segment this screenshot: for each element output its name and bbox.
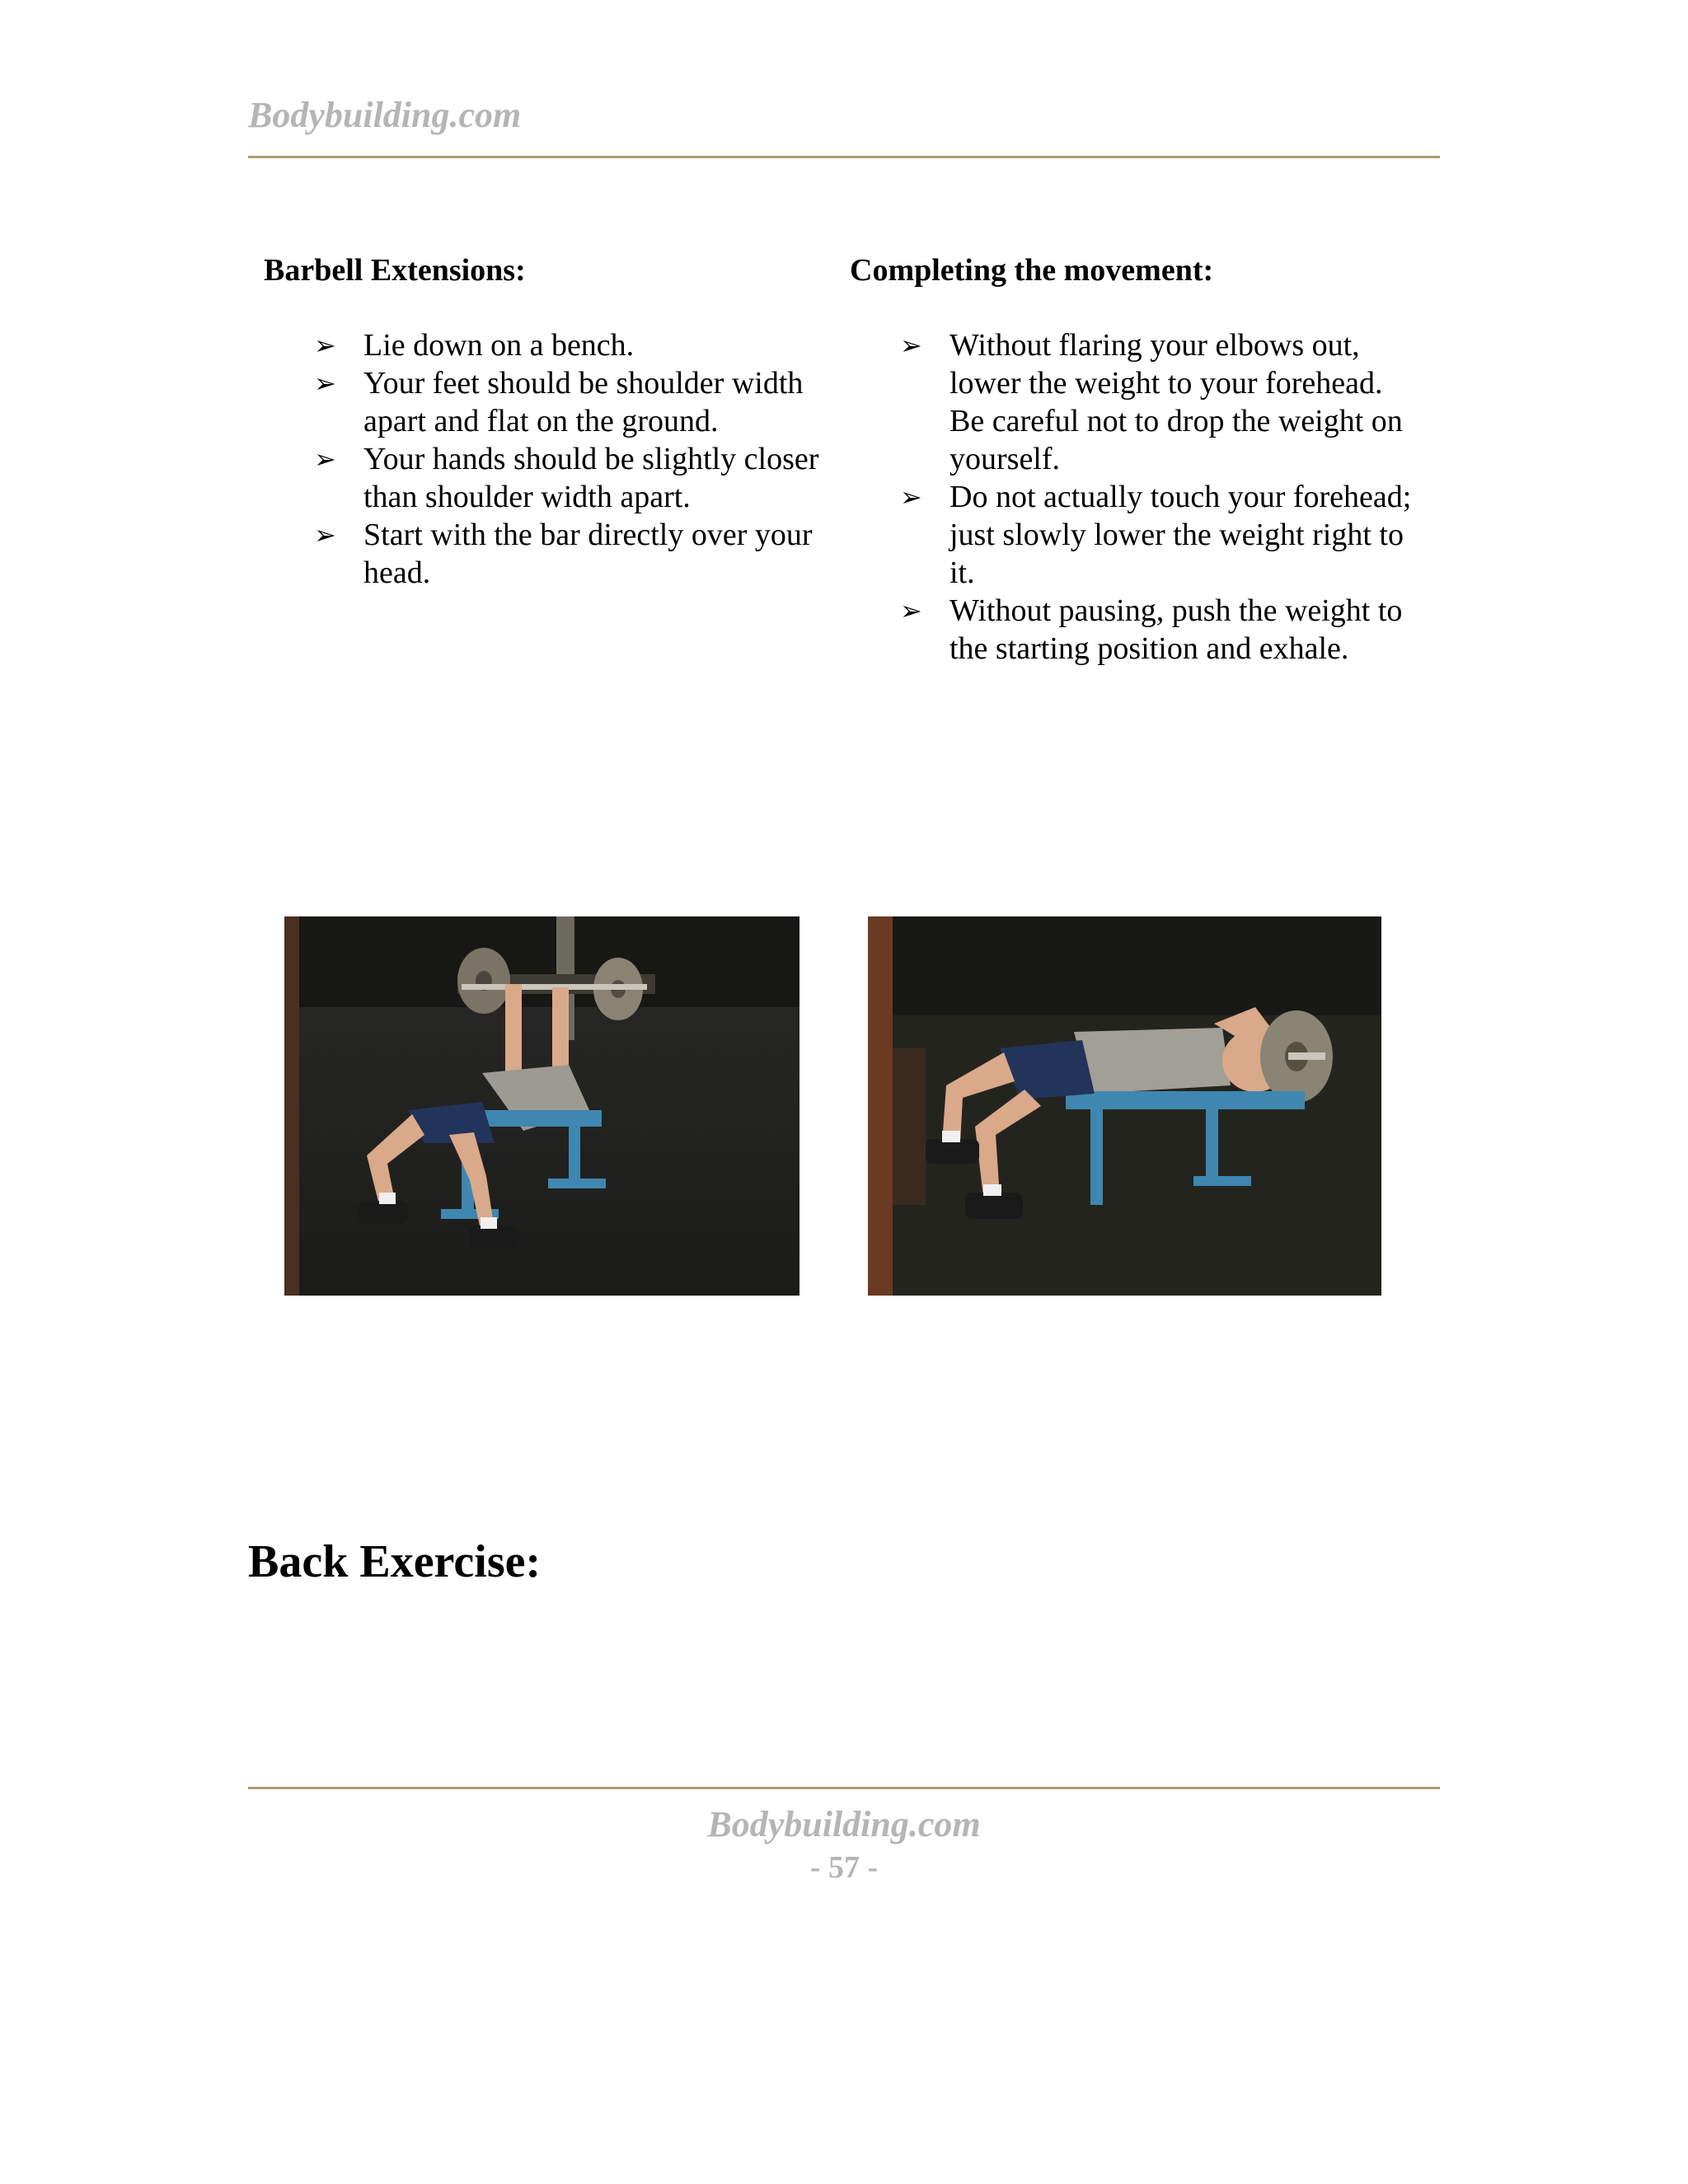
arrow-bullet-icon: ➢ [314,368,336,399]
list-item [264,364,824,440]
arrow-bullet-icon: ➢ [900,481,922,513]
header-divider [248,156,1440,158]
list-item [264,516,824,592]
list-item-text: Without pausing, push the weight to the starting position and exhale. [950,593,1403,666]
arrow-bullet-icon: ➢ [314,443,336,475]
left-column-heading: Barbell Extensions: [264,253,526,288]
section-title: Back Exercise: [248,1536,542,1587]
header-brand: Bodybuilding.com [248,95,522,135]
list-item-text: Your feet should be shoulder width apart and flat on the ground. [363,366,804,438]
list-item-text: Your hands should be slightly closer than shoulder width apart. [363,442,819,514]
list-item-text: Without flaring your elbows out, lower the weight to your forehead. Be careful not to drop the weight on yourself. [950,328,1403,476]
list-item [850,326,1418,478]
footer-brand: Bodybuilding.com [707,1804,981,1844]
left-column [264,251,824,592]
arrow-bullet-icon: ➢ [900,330,922,361]
barbell-lowered-position-photo [868,916,1381,1296]
list-item [850,592,1418,668]
arrow-bullet-icon: ➢ [314,330,336,361]
list-item-text: Lie down on a bench. [363,328,635,363]
right-column [850,251,1418,668]
list-item [264,440,824,516]
list-item [850,478,1418,592]
page-number: - 57 - [809,1850,879,1885]
right-bullet-list [850,326,1418,668]
footer-divider [248,1787,1440,1789]
left-bullet-list [264,326,824,592]
right-column-heading: Completing the movement: [850,253,1214,288]
barbell-lowered-position-illustration [868,916,1381,1296]
list-item [264,326,824,364]
barbell-start-position-illustration [284,916,799,1296]
arrow-bullet-icon: ➢ [900,595,922,626]
barbell-start-position-photo [284,916,799,1296]
arrow-bullet-icon: ➢ [314,519,336,551]
list-item-text: Start with the bar directly over your head. [363,518,813,590]
list-item-text: Do not actually touch your forehead; just slowly lower the weight right to it. [950,480,1412,590]
